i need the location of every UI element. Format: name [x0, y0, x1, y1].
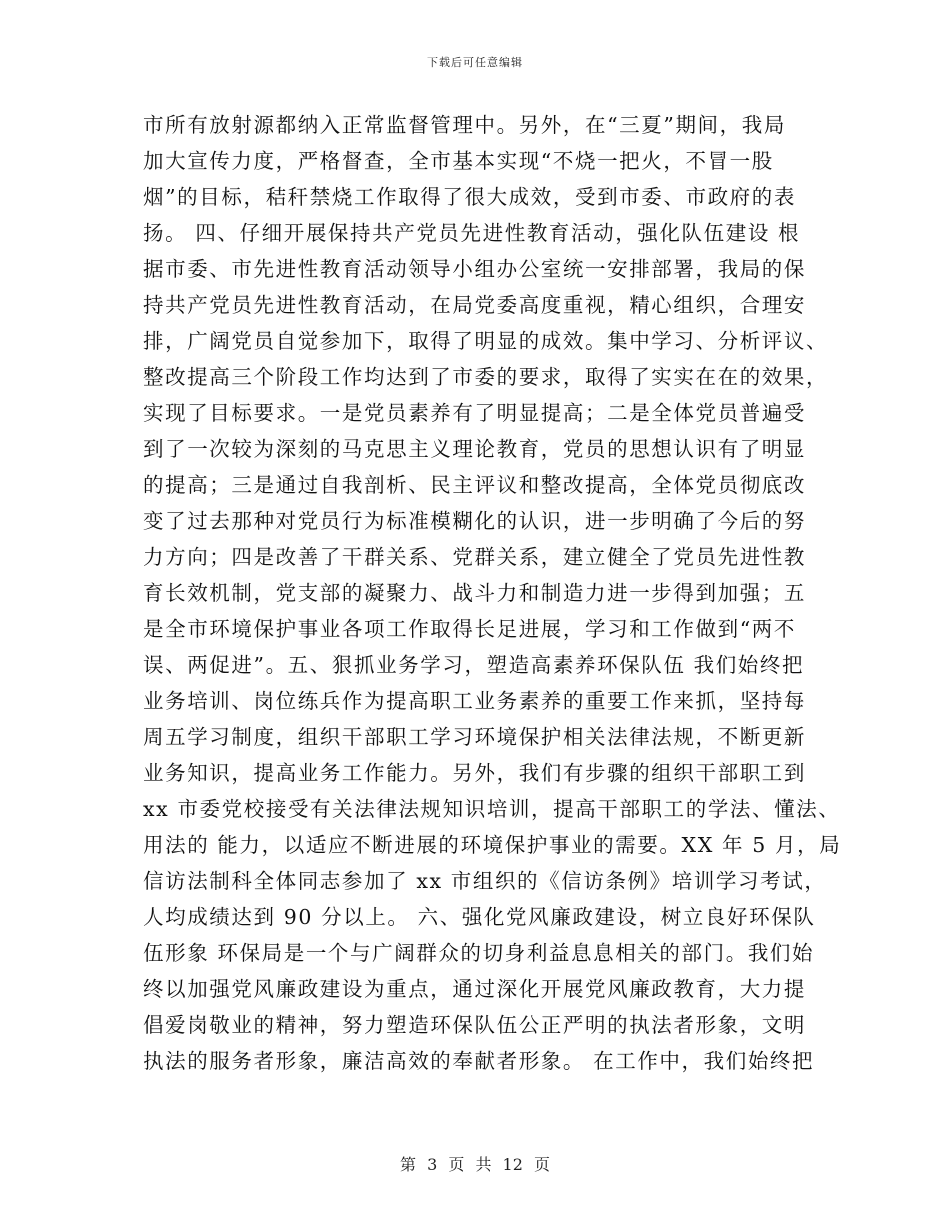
body-line: 烟”的目标，秸秆禁烧工作取得了很大成效，受到市委、市政府的表: [143, 185, 796, 209]
document-body: [143, 107, 842, 1079]
body-line: 力方向；四是改善了干群关系、党群关系，建立健全了党员先进性教: [143, 545, 806, 569]
body-line: 伍形象 环保局是一个与广阔群众的切身利益息息相关的部门。我们始: [143, 941, 815, 965]
page-header: 下载后可任意编辑: [427, 56, 523, 69]
body-line: 实现了目标要求。一是党员素养有了明显提高；二是全体党员普遍受: [143, 401, 806, 425]
body-line: 误、两促进”。五、狠抓业务学习，塑造高素养环保队伍 我们始终把: [143, 653, 805, 677]
body-line: 用法的 能力，以适应不断进展的环境保护事业的需要。XX 年 5 月，局: [143, 833, 842, 857]
body-line: 整改提高三个阶段工作均达到了市委的要求，取得了实实在在的效果，: [143, 365, 829, 389]
body-line: xx 市委党校接受有关法律法规知识培训，提高干部职工的学法、懂法、: [143, 797, 841, 821]
body-line: 育长效机制，党支部的凝聚力、战斗力和制造力进一步得到加强；五: [143, 581, 806, 605]
body-line: 终以加强党风廉政建设为重点，通过深化开展党风廉政教育，大力提: [143, 977, 806, 1001]
body-line: 的提高；三是通过自我剖析、民主评议和整改提高，全体党员彻底改: [143, 473, 806, 497]
body-line: 扬。 四、仔细开展保持共产党员先进性教育活动，强化队伍建设 根: [143, 221, 801, 245]
body-line: 变了过去那种对党员行为标准模糊化的认识，进一步明确了今后的努: [143, 509, 806, 533]
body-line: 倡爱岗敬业的精神，努力塑造环保队伍公正严明的执法者形象，文明: [143, 1013, 806, 1037]
body-line: 市所有放射源都纳入正常监督管理中。另外，在“三夏”期间，我局: [143, 113, 786, 137]
body-line: 加大宣传力度，严格督查，全市基本实现“不烧一把火，不冒一股: [143, 149, 774, 173]
body-line: 到了一次较为深刻的马克思主义理论教育，党员的思想认识有了明显: [143, 437, 806, 461]
body-line: 执法的服务者形象，廉洁高效的奉献者形象。 在工作中，我们始终把: [143, 1049, 815, 1073]
body-line: 据市委、市先进性教育活动领导小组办公室统一安排部署，我局的保: [143, 257, 806, 281]
body-line: 业务知识，提高业务工作能力。另外，我们有步骤的组织干部职工到: [143, 761, 806, 785]
body-line: 持共产党员先进性教育活动，在局党委高度重视，精心组织，合理安: [143, 293, 806, 317]
body-line: 排，广阔党员自觉参加下，取得了明显的成效。集中学习、分析评议、: [143, 329, 829, 353]
body-line: 信访法制科全体同志参加了 xx 市组织的《信访条例》培训学习考试，: [143, 869, 827, 893]
body-line: 是全市环境保护事业各项工作取得长足进展，学习和工作做到“两不: [143, 617, 796, 641]
page-number: 第 3 页 共 12 页: [400, 1155, 550, 1174]
body-line: 周五学习制度，组织干部职工学习环境保护相关法律法规，不断更新: [143, 725, 806, 749]
body-line: 业务培训、岗位练兵作为提高职工业务素养的重要工作来抓，坚持每: [143, 689, 806, 713]
body-line: 人均成绩达到 90 分以上。 六、强化党风廉政建设，树立良好环保队: [143, 905, 816, 929]
